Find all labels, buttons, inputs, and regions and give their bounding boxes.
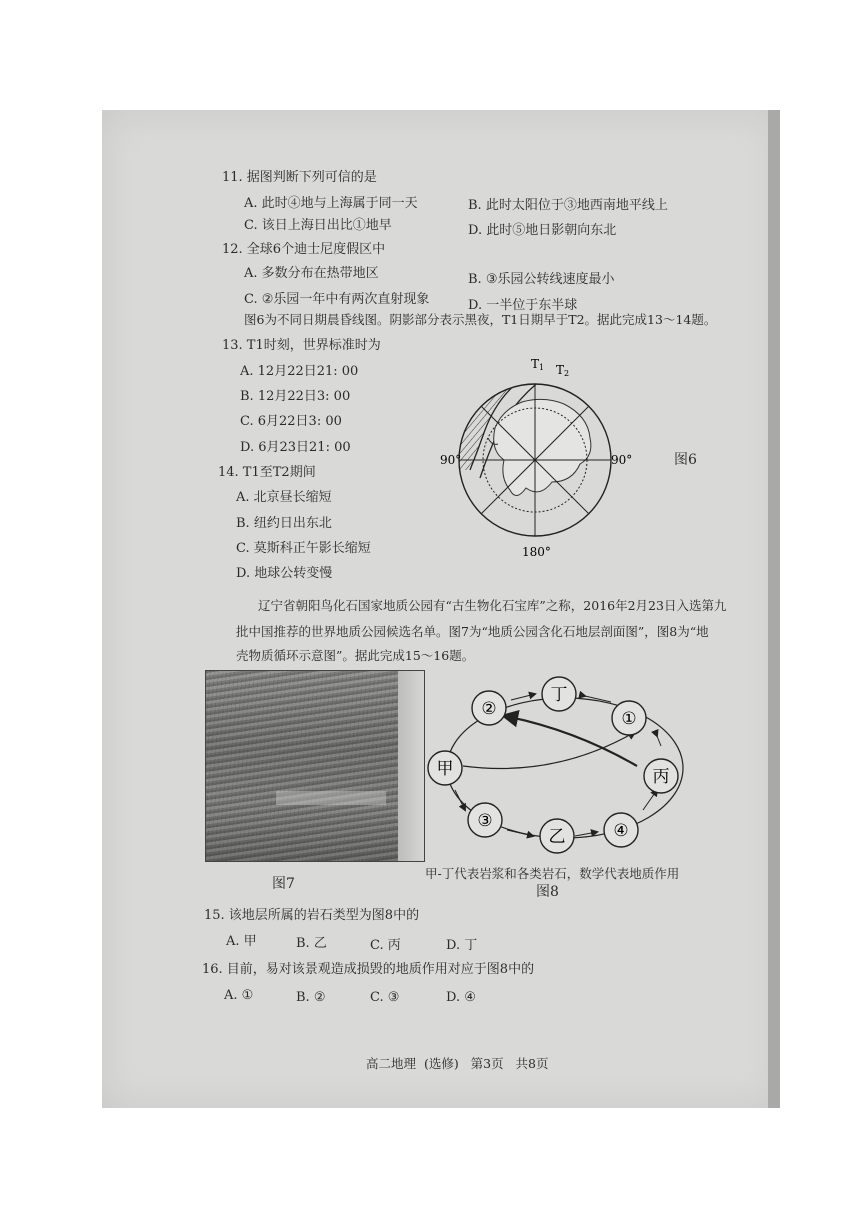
q12-option-d: D. 一半位于东半球 xyxy=(468,298,578,313)
q16-option-a: A. ① xyxy=(224,988,254,1003)
q15-option-d: D. 丁 xyxy=(446,938,478,953)
q16-option-c: C. ③ xyxy=(370,990,400,1005)
q14-stem: 14. T1至T2期间 xyxy=(218,465,316,480)
node-bing: 丙 xyxy=(652,767,670,787)
node-n1: ① xyxy=(621,709,637,729)
q11-stem: 11. 据图判断下列可信的是 xyxy=(222,170,377,185)
figure8-note: 甲-丁代表岩浆和各类岩石，数学代表地质作用 xyxy=(425,866,680,881)
intro-figure6: 图6为不同日期晨昏线图。阴影部分表示黑夜，T1日期早于T2。据此完成13～14题。 xyxy=(244,312,717,327)
q12-option-a: A. 多数分布在热带地区 xyxy=(244,266,379,281)
label-90-left: 90° xyxy=(440,453,462,467)
q13-option-d: D. 6月23日21: 00 xyxy=(240,440,351,455)
node-n4: ④ xyxy=(613,821,629,841)
node-ding: 丁 xyxy=(550,685,568,705)
q15-stem: 15. 该地层所属的岩石类型为图8中的 xyxy=(204,908,420,923)
q11-option-b: B. 此时太阳位于③地西南地平线上 xyxy=(468,198,668,213)
q12-option-c: C. ②乐园一年中有两次直射现象 xyxy=(244,292,430,307)
q15-option-c: C. 丙 xyxy=(370,938,401,953)
node-n3: ③ xyxy=(477,811,493,831)
figure8-caption: 图8 xyxy=(536,884,559,900)
figure8-rock-cycle xyxy=(425,670,700,870)
q14-option-c: C. 莫斯科正午影长缩短 xyxy=(236,541,371,556)
figure6-polar-map xyxy=(440,357,633,560)
q16-option-d: D. ④ xyxy=(446,990,476,1005)
q15-option-a: A. 甲 xyxy=(226,934,257,949)
q13-option-b: B. 12月22日3: 00 xyxy=(240,389,351,404)
intro-figure78-line2: 批中国推荐的世界地质公园候选名单。图7为“地质公园含化石地层剖面图”，图8为“地 xyxy=(236,624,709,639)
label-t1-sub: 1 xyxy=(539,363,545,372)
label-t2-sub: 2 xyxy=(564,369,570,378)
node-jia: 甲 xyxy=(436,759,454,779)
figure7-caption: 图7 xyxy=(272,876,295,892)
page-edge-shadow xyxy=(768,110,780,1108)
q12-option-b: B. ③乐园公转线速度最小 xyxy=(468,272,615,287)
figure7-stratum-photo xyxy=(205,670,425,862)
node-yi: 乙 xyxy=(548,827,566,847)
q11-option-c: C. 该日上海日出比①地早 xyxy=(244,218,392,233)
intro-figure78-line3: 壳物质循环示意图”。据此完成15～16题。 xyxy=(236,648,475,663)
antarctica-outline xyxy=(494,399,591,495)
q12-stem: 12. 全球6个迪士尼度假区中 xyxy=(222,242,386,257)
q11-option-d: D. 此时⑤地日影朝向东北 xyxy=(468,223,617,238)
intro-figure78-line1: 辽宁省朝阳鸟化石国家地质公园有“古生物化石宝库”之称，2016年2月23日入选第九 xyxy=(258,598,727,613)
page-footer: 高二地理 (选修) 第3页 共8页 xyxy=(366,1056,549,1071)
q14-option-a: A. 北京昼长缩短 xyxy=(236,490,332,505)
q13-stem: 13. T1时刻，世界标准时为 xyxy=(222,338,381,353)
figure6-caption: 图6 xyxy=(674,452,697,468)
label-t2: T xyxy=(556,363,565,377)
node-n2: ② xyxy=(481,699,497,719)
q14-option-d: D. 地球公转变慢 xyxy=(236,566,333,581)
q15-option-b: B. 乙 xyxy=(296,936,327,951)
label-180: 180° xyxy=(522,545,551,559)
q11-option-a: A. 此时④地与上海属于同一天 xyxy=(244,196,418,211)
label-90-right: 90° xyxy=(611,453,633,467)
label-t1: T xyxy=(531,357,540,371)
q16-stem: 16. 目前，易对该景观造成损毁的地质作用对应于图8中的 xyxy=(202,962,535,977)
q13-option-c: C. 6月22日3: 00 xyxy=(240,414,342,429)
q16-option-b: B. ② xyxy=(296,990,326,1005)
q14-option-b: B. 纽约日出东北 xyxy=(236,516,332,531)
q13-option-a: A. 12月22日21: 00 xyxy=(240,364,359,379)
